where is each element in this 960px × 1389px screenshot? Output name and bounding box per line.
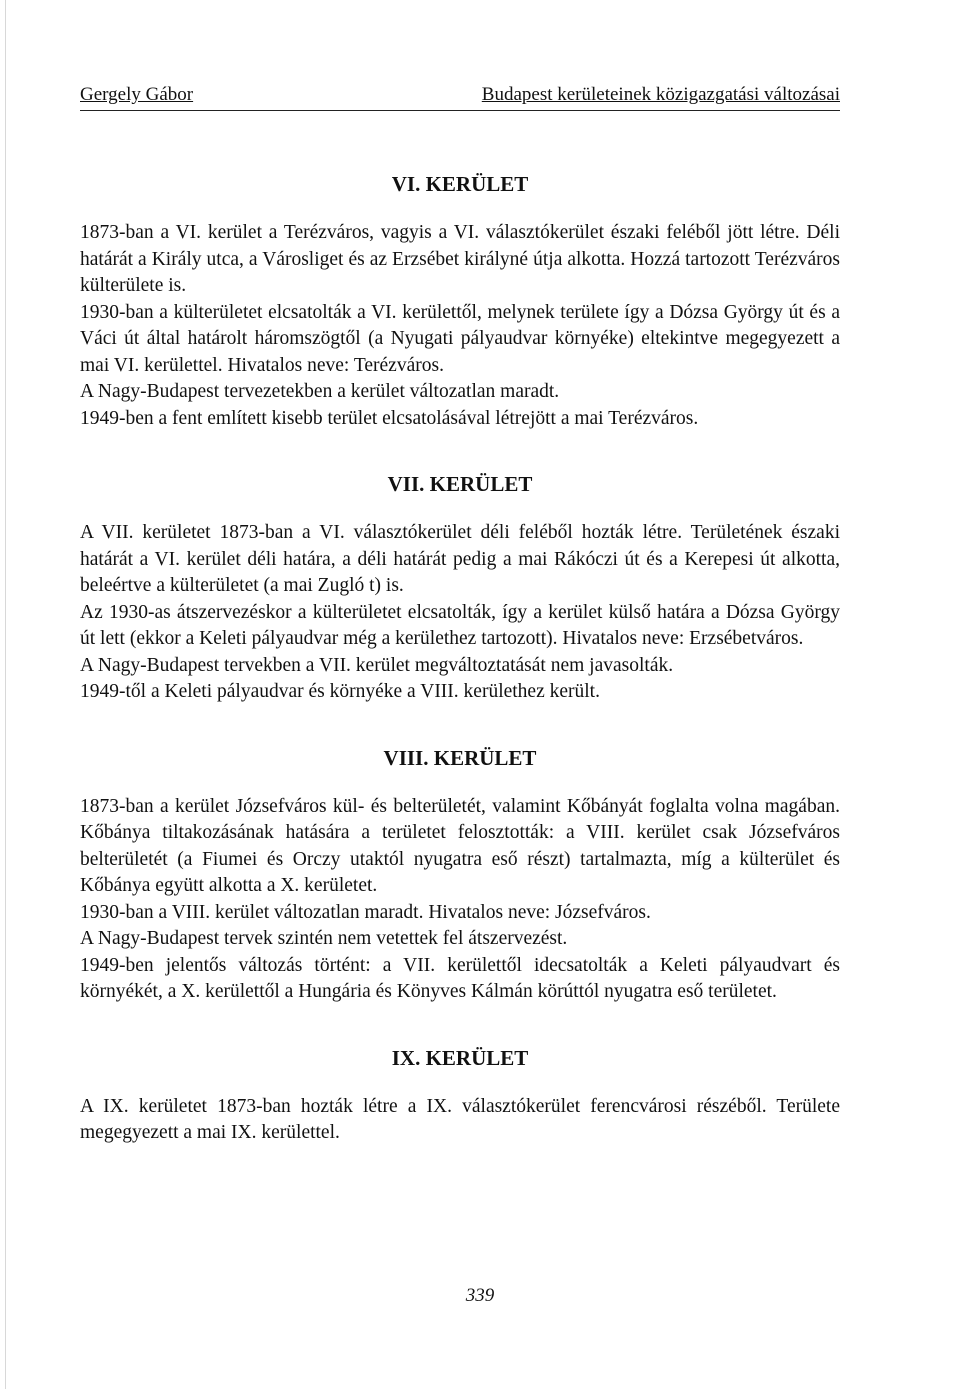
paragraph: 1949-től a Keleti pályaudvar és környéke a VIII. kerülethez került. [80, 681, 600, 702]
running-header [80, 84, 840, 111]
section-title: VII. KERÜLET [387, 472, 533, 496]
paragraph: A Nagy-Budapest tervekben a VII. kerület megváltoztatását nem javasolták. [80, 654, 674, 676]
section-vi [80, 170, 840, 432]
section-title: VIII. KERÜLET [383, 745, 537, 770]
header-author: Gergely Gábor [80, 84, 194, 105]
paragraph: 1873-ban a kerület Józsefváros kül- és belterületét, valamint Kőbányát foglalta volna magában. Kőbánya tiltakozásának hatására a területet felosztották: a VIII. kerület csak Józsefváros belterületét (a Fiumei és Orczy utaktól nyugatra eső részt) tartalmazta, míg a külterület és Kőbánya együtt alkotta a X. kerületet. [80, 795, 840, 896]
header-title: Budapest kerületeinek közigazgatási változásai [481, 84, 840, 105]
paragraph: A Nagy-Budapest tervek szintén nem vetettek fel átszervezést. [80, 928, 568, 949]
section-ix [80, 1044, 840, 1147]
paragraph: Az 1930-as átszervezéskor a külterületet elcsatolták, így a kerület külső határa a Dózsa György út lett (ekkor a Keleti pályaudvar még a kerülethez tartozott). Hivatalos neve: Erzsébetváros. [80, 601, 840, 649]
section-viii [80, 744, 840, 1006]
paragraph: A Nagy-Budapest tervezetekben a kerület változatlan maradt. [80, 381, 560, 402]
page-number: 339 [465, 1285, 495, 1306]
paragraph: A VII. kerületet 1873-ban a VI. választókerület déli feléből hozták létre. Területének északi határát a VI. kerület déli határa, a déli határát pedig a mai Rákóczi út és a Kerepesi út alkotta, beleértve a külterületet (a mai Zugló t) is. [80, 522, 840, 596]
section-vii [80, 470, 840, 706]
paragraph: 1873-ban a VI. kerület a Terézváros, vagyis a VI. választókerület északi feléből jött létre. Déli határát a Király utca, a Városliget és az Erzsébet királyné útja alkotta. Hozzá tartozott Terézváros külterülete is. [80, 222, 840, 296]
page-content [80, 170, 840, 1147]
paragraph: 1930-ban a VIII. kerület változatlan maradt. Hivatalos neve: Józsefváros. [80, 901, 651, 923]
paragraph: A IX. kerületet 1873-ban hozták létre a IX. választókerület ferencvárosi részéből. Területe megegyezett a mai IX. kerülettel. [80, 1095, 840, 1143]
section-title: VI. KERÜLET [391, 172, 529, 196]
paragraph: 1930-ban a külterületet elcsatolták a VI. kerülettől, melynek területe így a Dózsa György út és a Váci út által határolt háromszögtől (a Nyugati pályaudvar környéke) eltekintve megegyezett a mai VI. kerülettel. Hivatalos neve: Terézváros. [80, 301, 840, 376]
paragraph: 1949-ben a fent említett kisebb terület elcsatolásával létrejött a mai Terézváros. [80, 407, 699, 429]
paragraph: 1949-ben jelentős változás történt: a VII. kerülettől idecsatolták a Keleti pályaudvart és környékét, a X. kerülettől a Hungária és Könyves Kálmán körúttól nyugatra eső területet. [80, 954, 840, 1002]
scan-edge-line [5, 0, 6, 1389]
section-title: IX. KERÜLET [391, 1045, 529, 1070]
